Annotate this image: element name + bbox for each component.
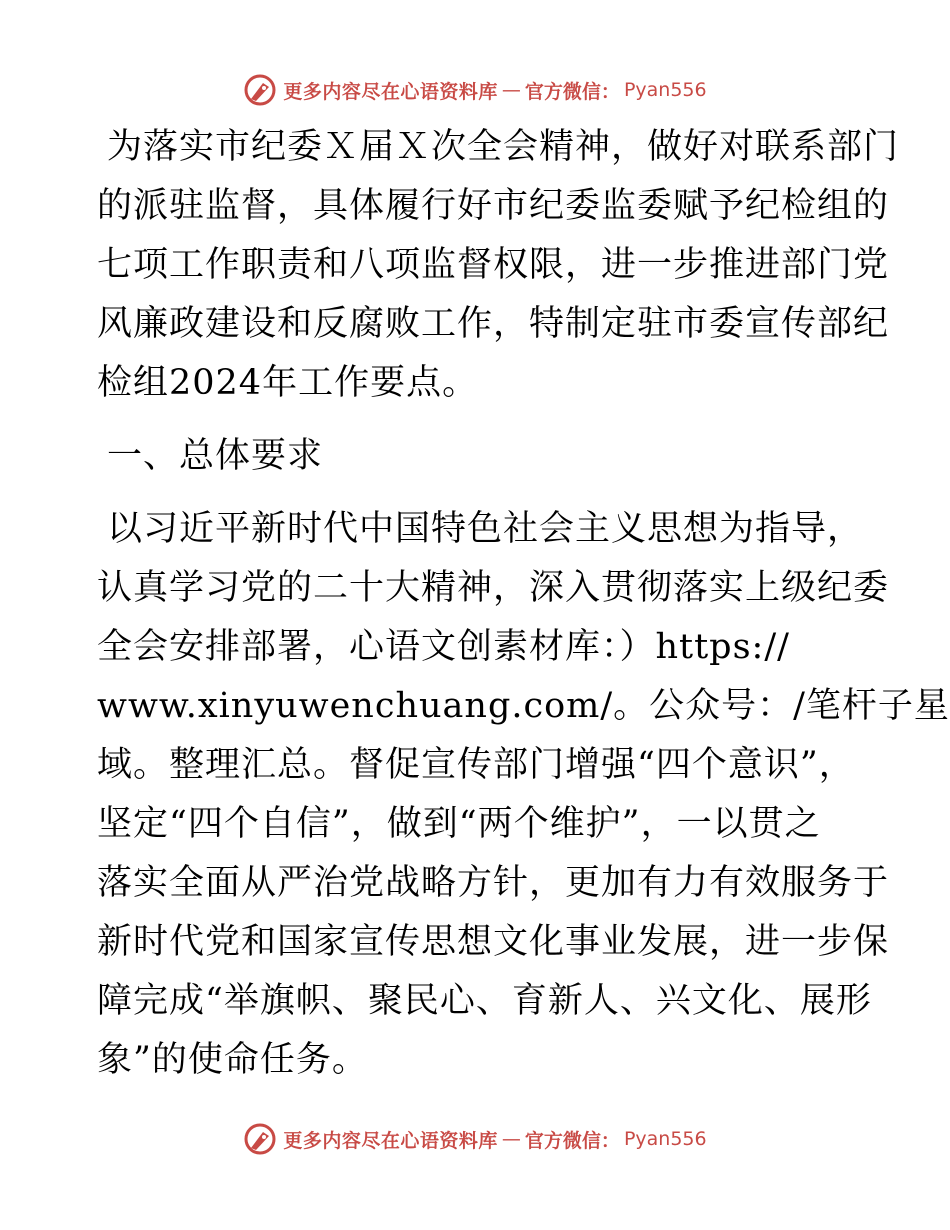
banner-wechat-label: 官方微信： bbox=[524, 1129, 620, 1152]
banner-wechat-id: Pyan556 bbox=[623, 79, 707, 101]
text-line: 七项工作职责和八项监督权限，进一步推进部门党 bbox=[97, 245, 890, 285]
banner-separator: — bbox=[501, 79, 521, 101]
text-line: 坚定“四个自信”，做到“两个维护”，一以贯之 bbox=[97, 804, 821, 844]
text-line: 障完成“举旗帜、聚民心、育新人、兴文化、展形 bbox=[97, 981, 872, 1021]
pen-nib-circle-icon bbox=[243, 73, 277, 107]
banner-wechat-id: Pyan556 bbox=[623, 1128, 707, 1150]
banner-separator: — bbox=[501, 1128, 521, 1150]
text-line: 域。整理汇总。督促宣传部门增强“四个意识”， bbox=[97, 745, 855, 785]
section-heading bbox=[97, 427, 857, 486]
header-banner bbox=[0, 70, 950, 110]
document-body bbox=[97, 118, 950, 1090]
paragraph-intro bbox=[97, 118, 900, 413]
text-line: 风廉政建设和反腐败工作，特制定驻市委宣传部纪 bbox=[97, 304, 890, 344]
text-line: 落实全面从严治党战略方针，更加有力有效服务于 bbox=[97, 863, 890, 903]
paragraph-requirements bbox=[97, 500, 950, 1090]
text-line: 认真学习党的二十大精神，深入贯彻落实上级纪委 bbox=[97, 568, 890, 608]
text-line: 象”的使命任务。 bbox=[97, 1040, 368, 1080]
heading-line: 一、总体要求 bbox=[107, 436, 324, 476]
banner-text: 更多内容尽在心语资料库 bbox=[283, 80, 498, 103]
text-line: 检组2024年工作要点。 bbox=[97, 363, 479, 403]
text-line: 的派驻监督，具体履行好市纪委监委赋予纪检组的 bbox=[97, 186, 890, 226]
footer-banner bbox=[0, 1119, 950, 1159]
text-line: 以习近平新时代中国特色社会主义思想为指导， bbox=[107, 509, 864, 549]
text-line: www.xinyuwenchuang.com/。公众号：/笔杆子星 bbox=[97, 686, 950, 726]
text-line: 为落实市纪委Ｘ届Ｘ次全会精神，做好对联系部门 bbox=[107, 127, 900, 167]
text-line: 全会安排部署，心语文创素材库：）https:// bbox=[97, 627, 790, 667]
banner-wechat-label: 官方微信： bbox=[524, 80, 620, 103]
text-line: 新时代党和国家宣传思想文化事业发展，进一步保 bbox=[97, 922, 890, 962]
banner-text: 更多内容尽在心语资料库 bbox=[283, 1129, 498, 1152]
pen-nib-circle-icon bbox=[243, 1122, 277, 1156]
